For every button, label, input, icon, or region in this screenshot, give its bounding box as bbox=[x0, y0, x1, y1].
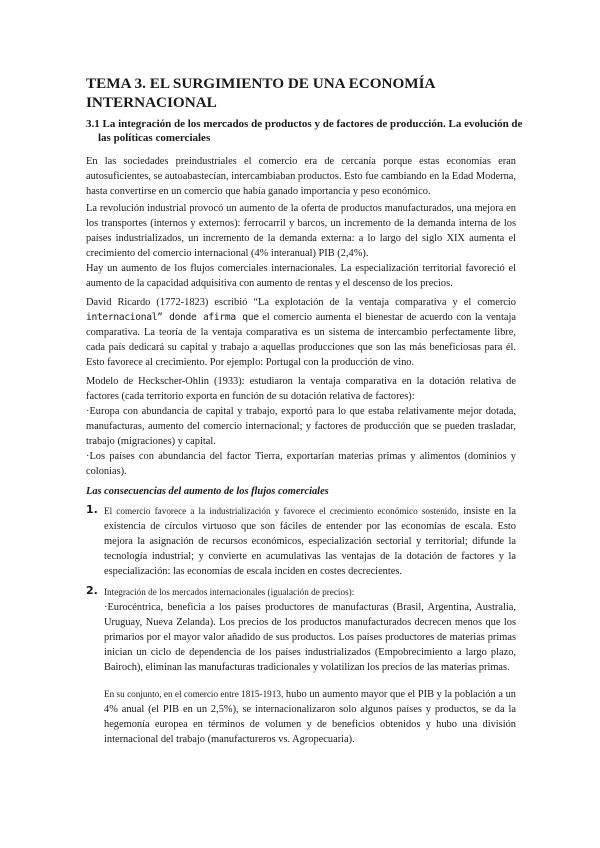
list-item bbox=[86, 585, 516, 675]
list-item-lead: El comercio favorece a la industrialización y favorece el crecimiento económico sostenido, bbox=[104, 506, 459, 516]
consequences-subheading: Las consecuencias del aumento de los flujos comerciales bbox=[86, 486, 329, 497]
list-item-text bbox=[104, 585, 516, 675]
ricardo-text-b: el comercio aumenta el bienestar de acuerdo con la ventaja comparativa. La teoría de la ventaja comparativa es un sistema de intercambio perfectamente libre, cada país dedicará su capital y trabajo a aquellas producciones que son las más beneficiosas para él. Esto favorece al crecimiento. Por ejemplo: Portugal con la producción de vino. bbox=[86, 312, 516, 368]
list-item-text bbox=[104, 504, 516, 579]
list-item bbox=[86, 504, 516, 579]
ricardo-handwritten-text: internacional” donde afirma que bbox=[86, 312, 259, 323]
paragraph-trade-flows-text: Hay un aumento de los flujos comerciales internacionales. La especialización territorial favoreció el aumento de la capacidad adquisitiva con aumento de rentas y el descenso de los precios. bbox=[86, 263, 516, 289]
paragraph-heckscher-ohlin bbox=[86, 374, 516, 479]
conclusion-text: hubo un aumento mayor que el PIB y la población a un 4% anual (el PIB en un 2,5%), se internacionalizaron solo algunos países y productos, se da la hegemonía europea en términos de volumen y de beneficios obtenidos y hubo una división internacional del trabajo (manufactureros vs. Agropecuaria). bbox=[104, 689, 516, 745]
paragraph-preindustrial: En las sociedades preindustriales el comercio era de cercanía porque estas economías eran autosuficientes, se autoabastecían, intercambiaban productos. Esto fue cambiando en la Edad Moderna, hasta convertirse en un comercio que había ganado importancia y peso económico. bbox=[86, 156, 516, 197]
ricardo-text-a: David Ricardo (1772-1823) escribió “La explotación de la ventaja comparativa y el comercio bbox=[86, 297, 516, 308]
list-item-lead: Integración de los mercados internacionales (igualación de precios): bbox=[104, 587, 355, 597]
conclusion-lead: En su conjunto, en el comercio entre 1815-1913, bbox=[104, 689, 284, 699]
paragraph-ricardo bbox=[86, 295, 516, 370]
paragraph-industrial-revolution-text: La revolución industrial provocó un aumento de la oferta de productos manufacturados, una mejora en los transportes (internos y externos): ferrocarril y barcos, un incremento de la demanda interna de los países industrializados, un incremento de la demanda externa: a lo largo del siglo XIX aumenta el crecimiento del comercio internacional (4% interanual) PIB (2,4%). bbox=[86, 203, 516, 259]
list-item-body: ·Eurocéntrica, beneficia a los países productores de manufacturas (Brasil, Argentina, Australia, Uruguay, Nueva Zelanda). Los precios de los productos manufacturados decrecen menos que los primarios por el mayor valor añadido de sus productos. Los países productores de materias primas inician un ciclo de dependencia de los países industrializados (Empobrecimiento a largo plazo, Bairoch), eliminan las manufacturas tradicionales y volatilizan los precios de las materias primas. bbox=[104, 602, 516, 673]
paragraph-industrial-revolution bbox=[86, 201, 516, 291]
heckscher-ohlin-others: ·Los países con abundancia del factor Tierra, exportarían materias primas y alimentos (dominios y colonias). bbox=[86, 451, 516, 477]
heckscher-ohlin-europe: ·Europa con abundancia de capital y trabajo, exportó para lo que estaba relativamente mejor dotada, manufacturas, aumento del comercio internacional; y factores de producción que se pueden trasladar, trabajo (migraciones) y capital. bbox=[86, 406, 516, 447]
list-item-number: 2. bbox=[86, 584, 98, 597]
paragraph-conclusion bbox=[104, 687, 516, 747]
list-item-number: 1. bbox=[86, 503, 98, 516]
page-title: TEMA 3. EL SURGIMIENTO DE UNA ECONOMÍA INTERNACIONAL bbox=[86, 75, 435, 111]
heckscher-ohlin-intro: Modelo de Heckscher-Ohlin (1933): estudiaron la ventaja comparativa en la dotación relativa de factores (cada territorio exporta en función de su dotación relativa de factores): bbox=[86, 376, 516, 402]
section-heading: 3.1 La integración de los mercados de productos y de factores de producción. La evolución de las políticas comerciales bbox=[86, 118, 523, 144]
list-item-body: insiste en la existencia de círculos virtuoso que son fáciles de entender por las economías de escala. Esto mejora la asignación de recursos económicos, especialización sectorial y territorial; difunde la tecnología industrial; y convierte en acumulativas las ventajas de la dotación de factores y la especialización: las economías de escala inciden en costes decrecientes. bbox=[104, 506, 517, 577]
